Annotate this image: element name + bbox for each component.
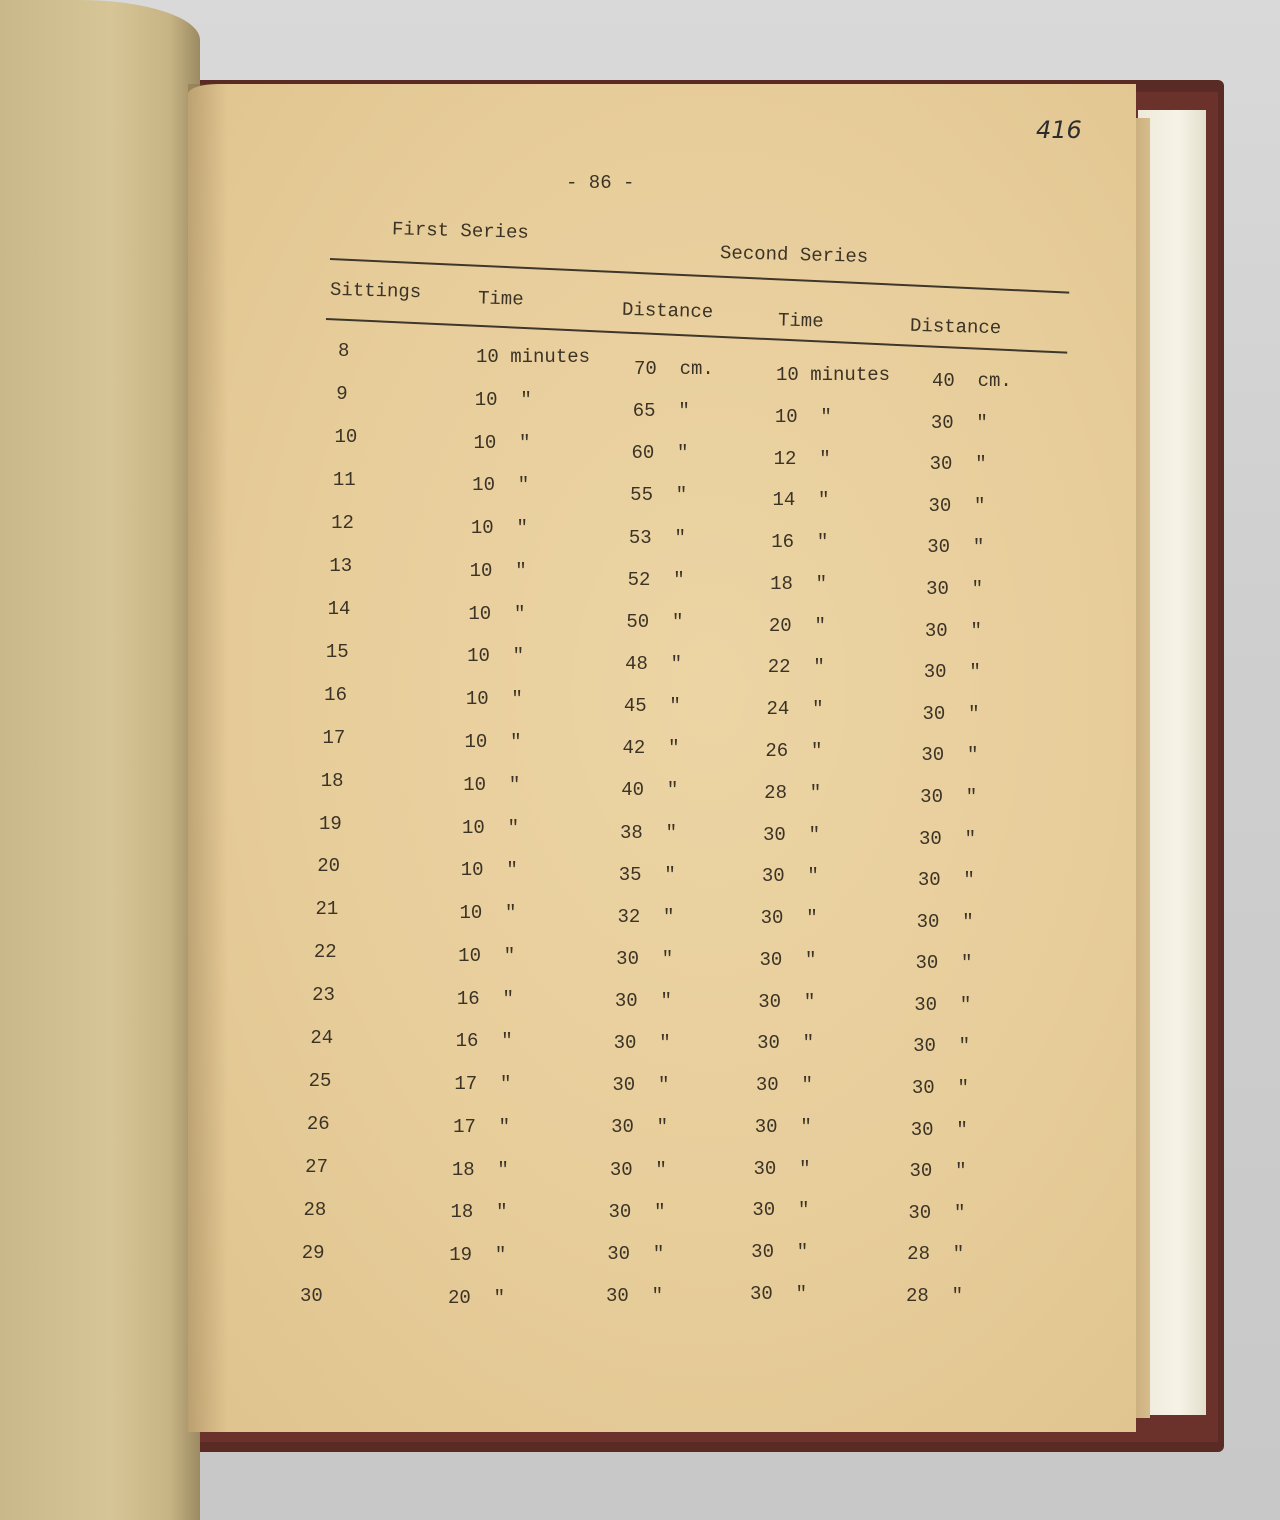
cell-distance-2: 30 ": [911, 1077, 969, 1100]
cell-time-2: 30 ": [750, 1283, 808, 1305]
archive-number: 416: [1036, 116, 1082, 144]
cell-time-2: 22 ": [767, 656, 825, 679]
cell-time-1: 17 ": [454, 1073, 512, 1096]
cell-time-2: 30 ": [757, 1032, 815, 1055]
cell-time-2: 20 ": [768, 614, 826, 637]
cell-time-2: 10 minutes: [776, 364, 891, 386]
cell-distance-1: 30 ": [613, 1032, 671, 1055]
cell-sitting: 30: [300, 1285, 323, 1307]
cell-distance-2: 30 ": [917, 869, 975, 892]
cell-distance-1: 30 ": [614, 990, 672, 1013]
cell-distance-1: 40 ": [621, 779, 679, 802]
cell-time-1: 17 ": [453, 1115, 511, 1138]
cell-distance-1: 50 ": [626, 610, 684, 633]
cell-sitting: 26: [306, 1113, 330, 1136]
cell-sitting: 18: [320, 769, 344, 792]
cell-sitting: 20: [317, 855, 341, 878]
cell-distance-2: 30 ": [926, 577, 984, 600]
cell-time-2: 18 ": [770, 572, 828, 595]
cell-time-1: 20 ": [448, 1287, 506, 1309]
cell-distance-2: 30 ": [921, 744, 979, 767]
cell-time-1: 19 ": [449, 1244, 507, 1267]
facing-page: [0, 0, 200, 1520]
cell-time-2: 30 ": [752, 1199, 810, 1222]
cell-time-2: 30 ": [763, 823, 821, 846]
cell-distance-2: 30 ": [914, 993, 972, 1016]
cell-time-1: 10 ": [468, 602, 526, 625]
cell-distance-2: 40 cm.: [932, 370, 1012, 392]
cell-time-1: 10 ": [474, 388, 532, 411]
cell-distance-1: 30 ": [612, 1074, 670, 1097]
cell-time-1: 18 ": [450, 1201, 508, 1224]
cell-sitting: 28: [303, 1199, 327, 1222]
cell-distance-2: 30 ": [908, 1201, 966, 1224]
cell-distance-2: 30 ": [927, 536, 985, 559]
header-distance-1: Distance: [621, 298, 714, 324]
header-distance-2: Distance: [909, 314, 1002, 340]
cell-sitting: 11: [332, 468, 356, 491]
cell-sitting: 10: [334, 425, 358, 448]
cell-time-1: 10 ": [460, 859, 518, 882]
cell-time-2: 10 ": [774, 405, 832, 428]
cell-sitting: 15: [325, 640, 349, 663]
cell-distance-1: 30 ": [608, 1200, 666, 1223]
cell-distance-2: 30 ": [928, 494, 986, 517]
cell-time-2: 14 ": [772, 489, 830, 512]
cell-distance-2: 28 ": [907, 1243, 965, 1266]
cell-time-2: 24 ": [766, 698, 824, 721]
cell-time-2: 30 ": [755, 1074, 813, 1097]
cell-distance-2: 30 ": [923, 661, 981, 684]
cell-time-1: 18 ": [451, 1158, 509, 1181]
header-second-series: Second Series: [719, 242, 869, 268]
cell-distance-2: 30 ": [922, 702, 980, 725]
cell-time-2: 26 ": [765, 739, 823, 762]
cell-distance-1: 32 ": [617, 905, 675, 928]
cell-distance-1: 55 ": [630, 484, 688, 507]
cell-distance-1: 30 ": [607, 1242, 665, 1265]
cell-distance-2: 30 ": [915, 952, 973, 975]
cell-time-1: 10 ": [472, 474, 530, 497]
cell-distance-1: 30 ": [606, 1285, 664, 1307]
header-first-series: First Series: [391, 218, 530, 244]
cell-time-2: 30 ": [754, 1115, 812, 1138]
cell-distance-2: 30 ": [913, 1035, 971, 1058]
cell-distance-2: 30 ": [924, 619, 982, 642]
cell-time-1: 10 ": [458, 944, 516, 967]
cell-distance-1: 60 ": [631, 442, 689, 465]
cell-sitting: 24: [310, 1027, 334, 1050]
cell-time-1: 10 ": [463, 773, 521, 796]
cell-sitting: 8: [338, 340, 350, 362]
cell-time-2: 30 ": [758, 990, 816, 1013]
cell-time-1: 10 ": [465, 688, 523, 711]
cell-time-2: 30 ": [753, 1157, 811, 1180]
cell-distance-1: 45 ": [623, 695, 681, 718]
cell-sitting: 25: [308, 1070, 332, 1093]
cell-sitting: 13: [329, 554, 353, 577]
cell-distance-2: 30 ": [919, 827, 977, 850]
cell-distance-2: 30 ": [909, 1160, 967, 1183]
cell-distance-2: 30 ": [910, 1118, 968, 1141]
cell-distance-2: 30 ": [929, 453, 987, 476]
cell-distance-1: 30 ": [611, 1116, 669, 1139]
cell-sitting: 27: [305, 1156, 328, 1179]
cell-distance-1: 53 ": [628, 526, 686, 549]
cell-time-1: 10 ": [470, 517, 528, 540]
cell-sitting: 19: [319, 812, 342, 835]
cell-time-2: 30 ": [759, 948, 817, 971]
header-time-2: Time: [777, 309, 824, 333]
cell-distance-2: 30 ": [930, 411, 988, 434]
cell-time-2: 16 ": [771, 531, 829, 554]
cell-sitting: 14: [327, 597, 351, 620]
cell-sitting: 29: [301, 1242, 325, 1265]
cell-time-2: 12 ": [773, 447, 831, 470]
cell-time-1: 16 ": [456, 987, 514, 1010]
cell-distance-2: 28 ": [906, 1285, 964, 1307]
cell-time-2: 30 ": [761, 865, 819, 888]
cell-sitting: 9: [336, 382, 348, 405]
cell-sitting: 12: [331, 511, 354, 534]
cell-time-1: 10 ": [462, 816, 520, 839]
cell-distance-1: 30 ": [609, 1158, 667, 1181]
cell-time-1: 10 minutes: [476, 346, 591, 368]
cell-distance-2: 30 ": [916, 910, 974, 933]
cell-distance-1: 48 ": [625, 652, 683, 675]
cell-distance-2: 30 ": [920, 785, 978, 808]
cell-distance-1: 38 ": [620, 821, 678, 844]
cell-distance-1: 30 ": [616, 947, 674, 970]
cell-time-2: 28 ": [764, 781, 822, 804]
cell-time-2: 30 ": [751, 1241, 809, 1264]
cell-sitting: 16: [324, 683, 347, 706]
header-sittings: Sittings: [329, 278, 422, 304]
cell-distance-1: 52 ": [627, 568, 685, 591]
header-time-1: Time: [477, 287, 524, 311]
cell-sitting: 22: [313, 941, 337, 964]
cell-distance-1: 42 ": [622, 737, 680, 760]
cell-time-1: 10 ": [473, 431, 531, 454]
cell-time-2: 30 ": [760, 907, 818, 930]
cell-time-1: 10 ": [469, 559, 527, 582]
cell-time-1: 16 ": [455, 1030, 513, 1053]
cell-sitting: 23: [312, 984, 335, 1007]
cell-distance-1: 70 cm.: [634, 358, 714, 380]
cell-time-1: 10 ": [464, 730, 522, 753]
cell-sitting: 21: [315, 898, 339, 921]
page-number: - 86 -: [566, 172, 635, 194]
cell-distance-1: 65 ": [632, 400, 690, 423]
cell-time-1: 10 ": [467, 645, 525, 668]
cell-sitting: 17: [322, 726, 346, 749]
cell-time-1: 10 ": [459, 902, 517, 925]
gutter-shadow: [188, 84, 228, 1432]
cell-distance-1: 35 ": [618, 863, 676, 886]
